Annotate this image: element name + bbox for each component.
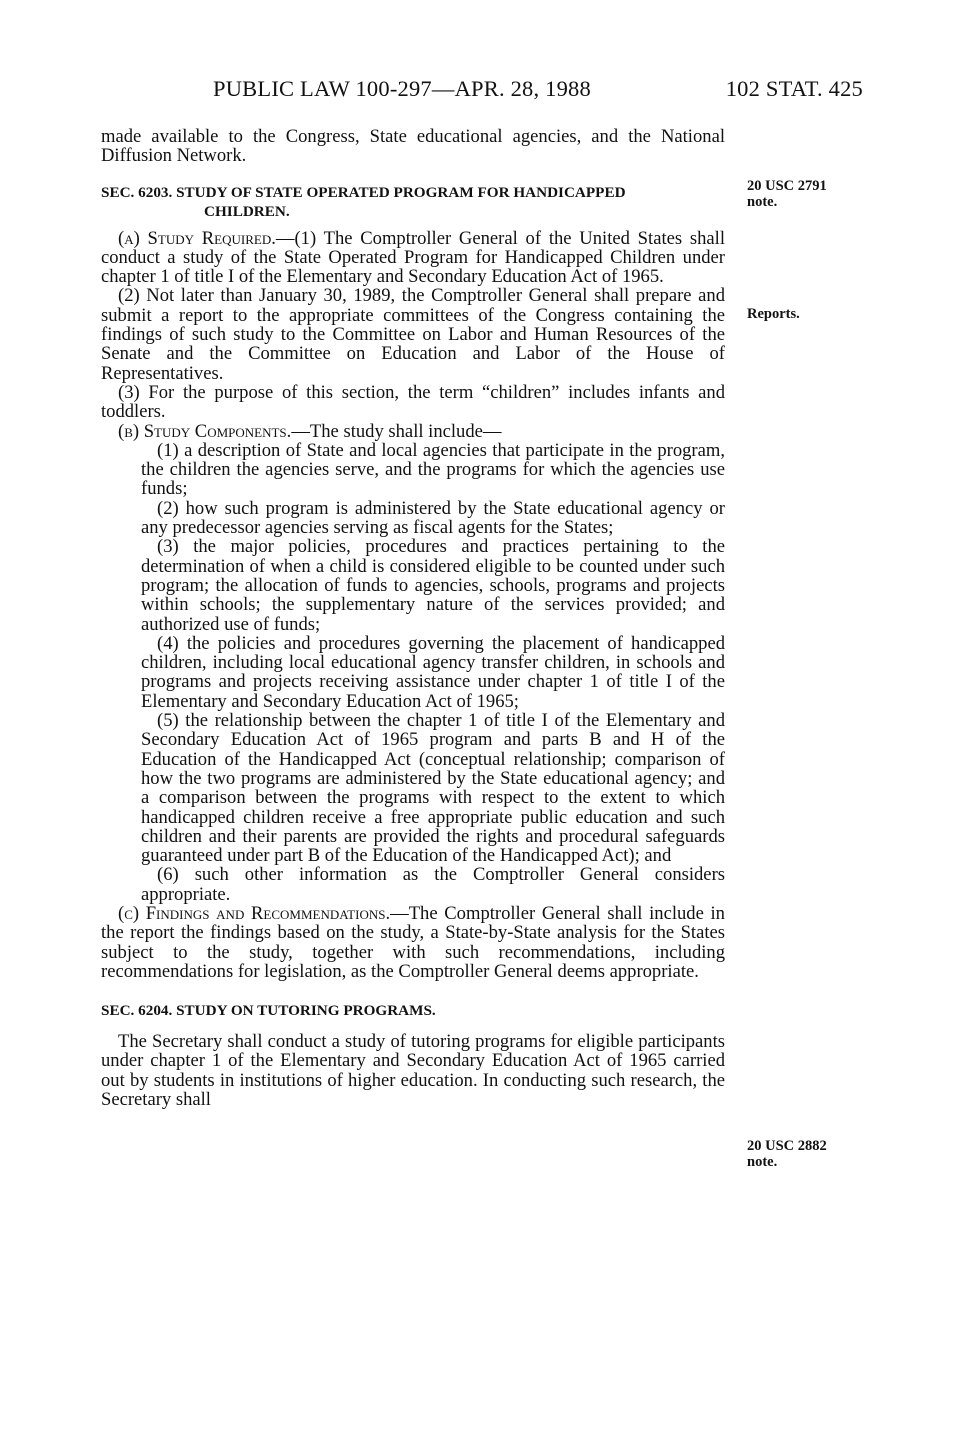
section-heading-6203 xyxy=(101,183,725,221)
subsection-a-3: (3) For the purpose of this section, the term “children” includes infants and toddlers. xyxy=(101,381,725,423)
subsection-a xyxy=(101,229,725,287)
running-header-title: PUBLIC LAW 100-297—APR. 28, 1988 xyxy=(213,76,591,101)
margin-note-reports: Reports. xyxy=(747,306,800,322)
paragraph-intro: made available to the Congress, State educational agencies, and the National Diffusion Network. xyxy=(101,126,725,167)
section-heading-6203-line1: SEC. 6203. STUDY OF STATE OPERATED PROGRAM FOR HANDICAPPED xyxy=(101,183,626,201)
list-item-b3: (3) the major policies, procedures and practices pertaining to the determination of when a child is considered eligible to be counted under such program; the allocation of funds to agencies, schools, programs and projects within schools; the supplementary nature of the services provided; and authorized use of funds; xyxy=(141,536,725,635)
subsection-c xyxy=(101,904,725,981)
margin-note-usc-2882-line1: 20 USC 2882 xyxy=(747,1138,827,1154)
subsection-a-text: —(1) The Comptroller General of the United States shall conduct a study of the State Operated Program for Handicapped Children under chapter 1 of title I of the Elementary and Secondary Education Act of 1965. xyxy=(101,227,725,288)
subsection-b-heading: (b) Study Components. xyxy=(118,420,292,442)
main-text xyxy=(101,127,725,1109)
subsection-a-heading: (a) Study Required. xyxy=(118,227,276,249)
subsection-c-heading: (c) Findings and Recommendations. xyxy=(118,902,391,924)
section-heading-6204: SEC. 6204. STUDY ON TUTORING PROGRAMS. xyxy=(101,1002,436,1020)
margin-note-usc-2882-line2: note. xyxy=(747,1154,778,1170)
list-item-b4: (4) the policies and procedures governing the placement of handicapped children, including local educational agency transfer children, in schools and programs and projects receiving assistance under chapter 1 of title I of the Elementary and Secondary Education Act of 1965; xyxy=(141,632,725,712)
margin-note-usc-2791 xyxy=(747,178,827,210)
subsection-c-text: —The Comptroller General shall include in the report the findings based on the study, a State-by-State analysis for the States subject to the study, together with such recommendations, including recommendations for legislation, as the Comptroller General deems appropriate. xyxy=(101,902,725,982)
running-header-page: 102 STAT. 425 xyxy=(725,76,863,101)
paragraph-6204: The Secretary shall conduct a study of tutoring programs for eligible participants under chapter 1 of the Elementary and Secondary Education Act of 1965 carried out by students in institutions of higher education. In conducting such research, the Secretary shall xyxy=(101,1031,725,1111)
subsection-b-text: —The study shall include— xyxy=(291,420,502,442)
margin-note-usc-2882 xyxy=(747,1138,827,1170)
list-item-b2: (2) how such program is administered by the State educational agency or any predecessor agencies serving as fiscal agents for the States; xyxy=(141,497,725,539)
list-item-b1: (1) a description of State and local agencies that participate in the program, the children the agencies serve, and the programs for which the agencies use funds; xyxy=(141,439,725,500)
margin-note-usc-2791-line2: note. xyxy=(747,194,778,210)
subsection-a-2: (2) Not later than January 30, 1989, the Comptroller General shall prepare and submit a report to the appropriate committees of the Congress containing the findings of such study to the Committee on Labor and Human Resources of the Senate and the Committee on Education and Labor of the House of Representatives. xyxy=(101,285,725,384)
section-heading-6203-line2: CHILDREN. xyxy=(204,202,290,220)
subsection-b xyxy=(101,422,725,441)
list-item-b6: (6) such other information as the Comptroller General considers appropriate. xyxy=(141,864,725,905)
margin-note-usc-2791-line1: 20 USC 2791 xyxy=(747,178,827,194)
list-item-b5: (5) the relationship between the chapter 1 of title I of the Elementary and Secondary Education Act of 1965 program and parts B and H of the Education of the Handicapped Act (conceptual relationship; comparison of how the two programs are administered by the State educational agency; and a comparison between the programs with respect to the extent to which handicapped children receive a free appropriate public education and such children and their parents are provided the rights and procedural safeguards guaranteed under part B of the Education of the Handicapped Act); and xyxy=(141,710,725,867)
